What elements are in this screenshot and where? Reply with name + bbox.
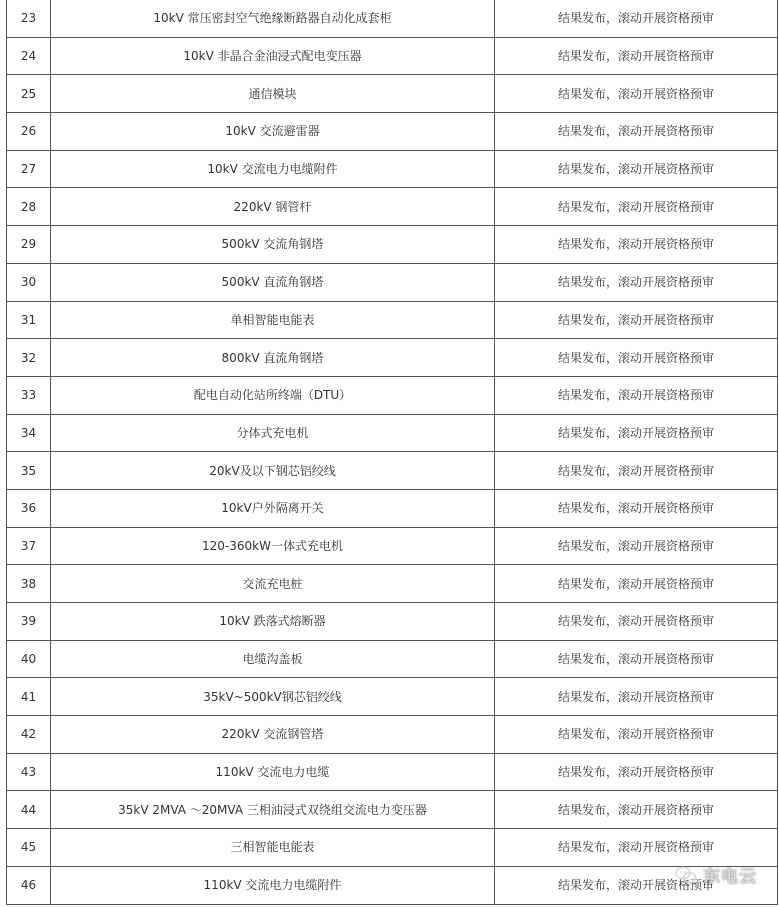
row-number: 30 xyxy=(7,263,51,301)
table-row xyxy=(7,0,778,37)
row-number: 33 xyxy=(7,376,51,414)
row-number: 35 xyxy=(7,452,51,490)
status-text: 结果发布，滚动开展资格预审 xyxy=(495,640,778,678)
table-row xyxy=(7,753,778,791)
status-text: 结果发布，滚动开展资格预审 xyxy=(495,301,778,339)
product-name: 10kV户外隔离开关 xyxy=(51,489,495,527)
product-name: 三相智能电能表 xyxy=(51,829,495,867)
row-number: 26 xyxy=(7,113,51,151)
status-text: 结果发布，滚动开展资格预审 xyxy=(495,527,778,565)
row-number: 36 xyxy=(7,489,51,527)
table-row xyxy=(7,603,778,641)
product-name: 通信模块 xyxy=(51,75,495,113)
status-text: 结果发布，滚动开展资格预审 xyxy=(495,263,778,301)
row-number: 46 xyxy=(7,866,51,904)
qualification-table xyxy=(6,0,778,905)
status-text: 结果发布，滚动开展资格预审 xyxy=(495,565,778,603)
table-row xyxy=(7,489,778,527)
status-text: 结果发布，滚动开展资格预审 xyxy=(495,150,778,188)
status-text: 结果发布，滚动开展资格预审 xyxy=(495,716,778,754)
table-row xyxy=(7,226,778,264)
status-text: 结果发布，滚动开展资格预审 xyxy=(495,113,778,151)
product-name: 10kV 交流避雷器 xyxy=(51,113,495,151)
table-row xyxy=(7,866,778,904)
table-row xyxy=(7,339,778,377)
table-row xyxy=(7,75,778,113)
product-name: 交流充电桩 xyxy=(51,565,495,603)
row-number: 25 xyxy=(7,75,51,113)
row-number: 37 xyxy=(7,527,51,565)
product-name: 220kV 钢管杆 xyxy=(51,188,495,226)
status-text: 结果发布，滚动开展资格预审 xyxy=(495,829,778,867)
status-text: 结果发布，滚动开展资格预审 xyxy=(495,489,778,527)
row-number: 28 xyxy=(7,188,51,226)
status-text: 结果发布，滚动开展资格预审 xyxy=(495,603,778,641)
product-name: 500kV 直流角钢塔 xyxy=(51,263,495,301)
status-text: 结果发布，滚动开展资格预审 xyxy=(495,37,778,75)
table-row xyxy=(7,452,778,490)
table-row xyxy=(7,678,778,716)
status-text: 结果发布，滚动开展资格预审 xyxy=(495,678,778,716)
row-number: 39 xyxy=(7,603,51,641)
row-number: 32 xyxy=(7,339,51,377)
product-name: 35kV 2MVA ～20MVA 三相油浸式双绕组交流电力变压器 xyxy=(51,791,495,829)
status-text: 结果发布，滚动开展资格预审 xyxy=(495,753,778,791)
product-name: 分体式充电机 xyxy=(51,414,495,452)
status-text: 结果发布，滚动开展资格预审 xyxy=(495,226,778,264)
status-text: 结果发布，滚动开展资格预审 xyxy=(495,376,778,414)
table-row xyxy=(7,829,778,867)
status-text: 结果发布，滚动开展资格预审 xyxy=(495,75,778,113)
row-number: 23 xyxy=(7,0,51,37)
row-number: 43 xyxy=(7,753,51,791)
status-text: 结果发布，滚动开展资格预审 xyxy=(495,791,778,829)
product-name: 20kV及以下钢芯铝绞线 xyxy=(51,452,495,490)
product-name: 10kV 非晶合金油浸式配电变压器 xyxy=(51,37,495,75)
table-row xyxy=(7,791,778,829)
table-row xyxy=(7,414,778,452)
table-row xyxy=(7,527,778,565)
status-text: 结果发布，滚动开展资格预审 xyxy=(495,452,778,490)
row-number: 24 xyxy=(7,37,51,75)
watermark-text: 东电云 xyxy=(703,867,757,887)
table-row xyxy=(7,301,778,339)
product-name: 120-360kW一体式充电机 xyxy=(51,527,495,565)
table-body xyxy=(7,0,778,904)
product-name: 35kV~500kV钢芯铝绞线 xyxy=(51,678,495,716)
product-name: 10kV 交流电力电缆附件 xyxy=(51,150,495,188)
product-name: 800kV 直流角钢塔 xyxy=(51,339,495,377)
row-number: 42 xyxy=(7,716,51,754)
row-number: 38 xyxy=(7,565,51,603)
status-text: 结果发布，滚动开展资格预审 xyxy=(495,414,778,452)
table-row xyxy=(7,263,778,301)
product-name: 500kV 交流角钢塔 xyxy=(51,226,495,264)
row-number: 27 xyxy=(7,150,51,188)
table-row xyxy=(7,150,778,188)
status-text: 结果发布，滚动开展资格预审 xyxy=(495,188,778,226)
product-name: 配电自动化站所终端（DTU） xyxy=(51,376,495,414)
product-name: 10kV 常压密封空气绝缘断路器自动化成套柜 xyxy=(51,0,495,37)
product-name: 110kV 交流电力电缆附件 xyxy=(51,866,495,904)
product-name: 220kV 交流钢管塔 xyxy=(51,716,495,754)
row-number: 31 xyxy=(7,301,51,339)
row-number: 41 xyxy=(7,678,51,716)
status-text: 结果发布，滚动开展资格预审 xyxy=(495,0,778,37)
row-number: 34 xyxy=(7,414,51,452)
table-row xyxy=(7,716,778,754)
row-number: 44 xyxy=(7,791,51,829)
table-row xyxy=(7,37,778,75)
table-row xyxy=(7,376,778,414)
product-name: 110kV 交流电力电缆 xyxy=(51,753,495,791)
table-row xyxy=(7,565,778,603)
table-row xyxy=(7,188,778,226)
table-row xyxy=(7,113,778,151)
row-number: 40 xyxy=(7,640,51,678)
row-number: 29 xyxy=(7,226,51,264)
table-row xyxy=(7,640,778,678)
status-text: 结果发布，滚动开展资格预审 xyxy=(495,866,778,904)
product-name: 10kV 跌落式熔断器 xyxy=(51,603,495,641)
product-name: 单相智能电能表 xyxy=(51,301,495,339)
row-number: 45 xyxy=(7,829,51,867)
product-name: 电缆沟盖板 xyxy=(51,640,495,678)
status-text: 结果发布，滚动开展资格预审 xyxy=(495,339,778,377)
